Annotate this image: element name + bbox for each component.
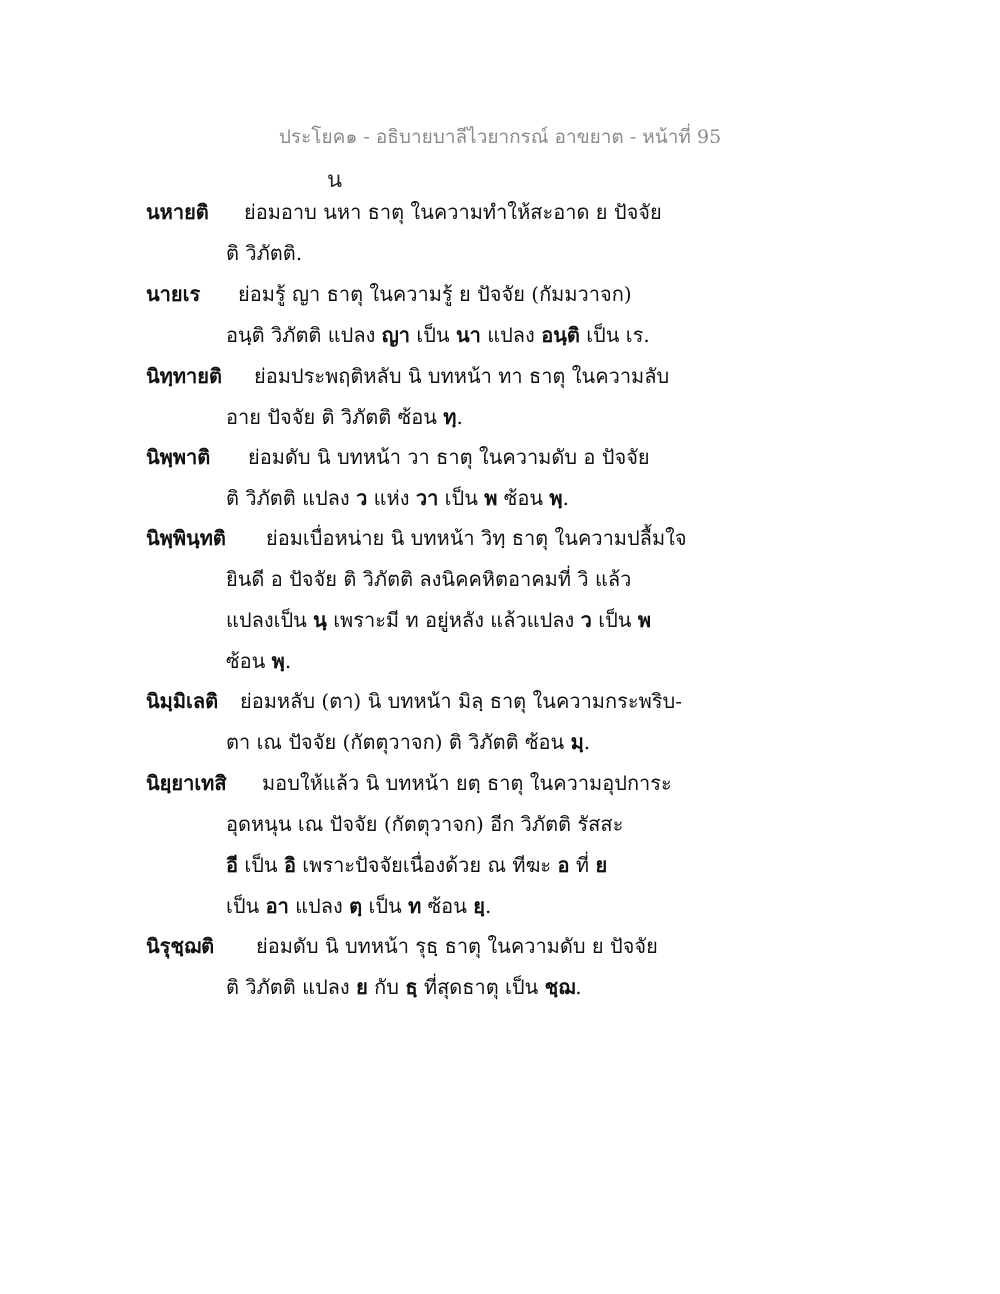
text-run: ติ วิภัตติ แปลง bbox=[226, 975, 357, 999]
text-run: . bbox=[575, 975, 582, 999]
page-header: ประโยค๑ - อธิบายบาลีไวยากรณ์ อาขยาต - หน้าที่ 95 bbox=[278, 126, 722, 148]
text-run: . bbox=[484, 894, 492, 918]
bold-term: ย bbox=[595, 853, 608, 877]
text-run: อนฺติ วิภัตติ แปลง bbox=[226, 323, 382, 347]
bold-term: นฺ bbox=[313, 608, 327, 632]
entry-headword: นิยฺยาเทสิ bbox=[146, 771, 227, 795]
entry-definition-text bbox=[226, 478, 569, 519]
bold-term: พฺ bbox=[271, 649, 285, 673]
entry-definition-text bbox=[254, 356, 669, 397]
dictionary-entry bbox=[146, 192, 706, 274]
text-run: ย่อมอาบ นหา ธาตุ ในความทำให้สะอาด ย ปัจจัย bbox=[244, 200, 662, 224]
entry-line bbox=[146, 926, 706, 967]
entry-definition-text bbox=[248, 437, 650, 478]
text-run: ยินดี อ ปัจจัย ติ วิภัตติ ลงนิคคหิตอาคมที่ วิ แล้ว bbox=[226, 567, 632, 591]
bold-term: ตฺ bbox=[349, 894, 363, 918]
bold-term: อา bbox=[265, 894, 289, 918]
entry-headword: นิมฺมิเลติ bbox=[146, 689, 219, 713]
bold-term: อนฺติ bbox=[541, 323, 580, 347]
entry-line bbox=[146, 804, 706, 845]
bold-term: ธฺ bbox=[405, 975, 418, 999]
bold-term: อี bbox=[226, 853, 239, 877]
dictionary-entry bbox=[146, 274, 706, 356]
text-run: เพราะมี ท อยู่หลัง แล้วแปลง bbox=[326, 608, 581, 632]
bold-term: ว bbox=[580, 608, 592, 632]
entry-line bbox=[146, 397, 706, 438]
entry-line bbox=[146, 274, 706, 315]
text-run: เป็น bbox=[362, 894, 409, 918]
entry-definition-text bbox=[226, 845, 607, 886]
entry-headword: นหายติ bbox=[146, 200, 209, 224]
text-run: เป็น bbox=[410, 323, 456, 347]
bold-term: พฺ bbox=[549, 486, 563, 510]
entry-definition-text bbox=[226, 804, 623, 845]
entry-line bbox=[146, 845, 706, 886]
bold-term: นา bbox=[455, 323, 481, 347]
dictionary-entry bbox=[146, 763, 706, 927]
entry-definition-text bbox=[256, 926, 658, 967]
text-run: ซ้อน bbox=[421, 894, 474, 918]
text-run: ที่สุดธาตุ เป็น bbox=[417, 975, 545, 999]
text-run: ติ วิภัตติ. bbox=[226, 241, 303, 265]
entry-line bbox=[146, 518, 706, 559]
dictionary-entry bbox=[146, 356, 706, 438]
entry-headword: นิพฺพาติ bbox=[146, 445, 211, 469]
text-run: เพราะปัจจัยเนื่องด้วย ณ ทีฆะ bbox=[295, 853, 558, 877]
text-run: เป็น bbox=[591, 608, 638, 632]
text-run: ย่อมประพฤติหลับ นิ บทหน้า ทา ธาตุ ในความลับ bbox=[254, 364, 670, 388]
text-run: ที่ bbox=[569, 853, 596, 877]
dictionary-entry bbox=[146, 437, 706, 519]
text-run: ซ้อน bbox=[497, 486, 550, 510]
bold-term: ทฺ bbox=[443, 405, 457, 429]
bold-term: พ bbox=[637, 608, 651, 632]
text-run: ย่อมหลับ (ตา) นิ บทหน้า มิลฺ ธาตุ ในความกระพริบ- bbox=[240, 689, 682, 713]
entry-definition-text bbox=[240, 681, 682, 722]
dictionary-entry bbox=[146, 926, 706, 1008]
entry-line bbox=[146, 722, 706, 763]
entry-definition-text bbox=[226, 886, 491, 927]
entry-definition-text bbox=[226, 641, 291, 682]
text-run: ซ้อน bbox=[226, 649, 272, 673]
entry-line bbox=[146, 681, 706, 722]
text-run: เป็น bbox=[226, 894, 266, 918]
entry-line bbox=[146, 559, 706, 600]
bold-term: ญา bbox=[381, 323, 411, 347]
text-run: ติ วิภัตติ แปลง bbox=[226, 486, 357, 510]
text-run: ย่อมเบื่อหน่าย นิ บทหน้า วิทฺ ธาตุ ในความปลื้มใจ bbox=[266, 526, 687, 550]
entry-line bbox=[146, 478, 706, 519]
text-run: มอบให้แล้ว นิ บทหน้า ยตฺ ธาตุ ในความอุปการะ bbox=[262, 771, 672, 795]
entry-line bbox=[146, 886, 706, 927]
text-run: . bbox=[456, 405, 463, 429]
dictionary-entry bbox=[146, 518, 706, 682]
text-run: ย่อมรู้ ญา ธาตุ ในความรู้ ย ปัจจัย (กัมมวาจก) bbox=[238, 282, 632, 306]
bold-term: มฺ bbox=[570, 730, 584, 754]
entry-line bbox=[146, 233, 706, 274]
bold-term: อ bbox=[557, 853, 570, 877]
entry-line bbox=[146, 315, 706, 356]
entry-line bbox=[146, 600, 706, 641]
text-run: เป็น bbox=[238, 853, 284, 877]
section-letter: น bbox=[327, 168, 343, 193]
entry-line bbox=[146, 967, 706, 1008]
bold-term: ว bbox=[356, 486, 368, 510]
entry-definition-text bbox=[226, 233, 302, 274]
entry-definition-text bbox=[226, 315, 650, 356]
entry-definition-text bbox=[226, 397, 463, 438]
text-run: แปลง bbox=[288, 894, 350, 918]
entry-line bbox=[146, 763, 706, 804]
text-run: เป็น เร. bbox=[579, 323, 650, 347]
text-run: แปลงเป็น bbox=[226, 608, 314, 632]
bold-term: ชฺฌ bbox=[544, 975, 576, 999]
dictionary-entry bbox=[146, 681, 706, 763]
text-run: กับ bbox=[367, 975, 406, 999]
entry-definition-text bbox=[238, 274, 632, 315]
bold-term: ย bbox=[356, 975, 368, 999]
entry-line bbox=[146, 437, 706, 478]
entry-definition-text bbox=[226, 722, 590, 763]
entry-definition-text bbox=[226, 559, 631, 600]
text-run: แปลง bbox=[480, 323, 542, 347]
entry-definition-text bbox=[226, 600, 651, 641]
entry-line bbox=[146, 641, 706, 682]
entry-headword: นิรุชฺฌติ bbox=[146, 934, 215, 958]
bold-term: ยฺ bbox=[473, 894, 485, 918]
entry-headword: นิพฺพินฺทติ bbox=[146, 526, 226, 550]
bold-term: พ bbox=[484, 486, 498, 510]
text-run: เป็น bbox=[438, 486, 485, 510]
entry-headword: นายเร bbox=[146, 282, 201, 306]
entry-definition-text bbox=[262, 763, 672, 804]
text-run: . bbox=[284, 649, 292, 673]
bold-term: ท bbox=[408, 894, 422, 918]
entry-headword: นิทฺทายติ bbox=[146, 364, 222, 388]
text-run: . bbox=[583, 730, 591, 754]
text-run: อาย ปัจจัย ติ วิภัตติ ซ้อน bbox=[226, 405, 444, 429]
bold-term: อิ bbox=[283, 853, 296, 877]
entry-definition-text bbox=[244, 192, 662, 233]
text-run: ย่อมดับ นิ บทหน้า รุธฺ ธาตุ ในความดับ ย ปัจจัย bbox=[256, 934, 658, 958]
bold-term: วา bbox=[415, 486, 439, 510]
text-run: . bbox=[562, 486, 569, 510]
text-run: อุดหนุน เณ ปัจจัย (กัตตุวาจก) อีก วิภัตติ รัสสะ bbox=[226, 812, 624, 836]
entry-line bbox=[146, 192, 706, 233]
text-run: แห่ง bbox=[367, 486, 416, 510]
text-run: ย่อมดับ นิ บทหน้า วา ธาตุ ในความดับ อ ปัจจัย bbox=[248, 445, 650, 469]
text-run: ตา เณ ปัจจัย (กัตตุวาจก) ติ วิภัตติ ซ้อน bbox=[226, 730, 571, 754]
entry-definition-text bbox=[266, 518, 687, 559]
entry-definition-text bbox=[226, 967, 582, 1008]
entry-line bbox=[146, 356, 706, 397]
